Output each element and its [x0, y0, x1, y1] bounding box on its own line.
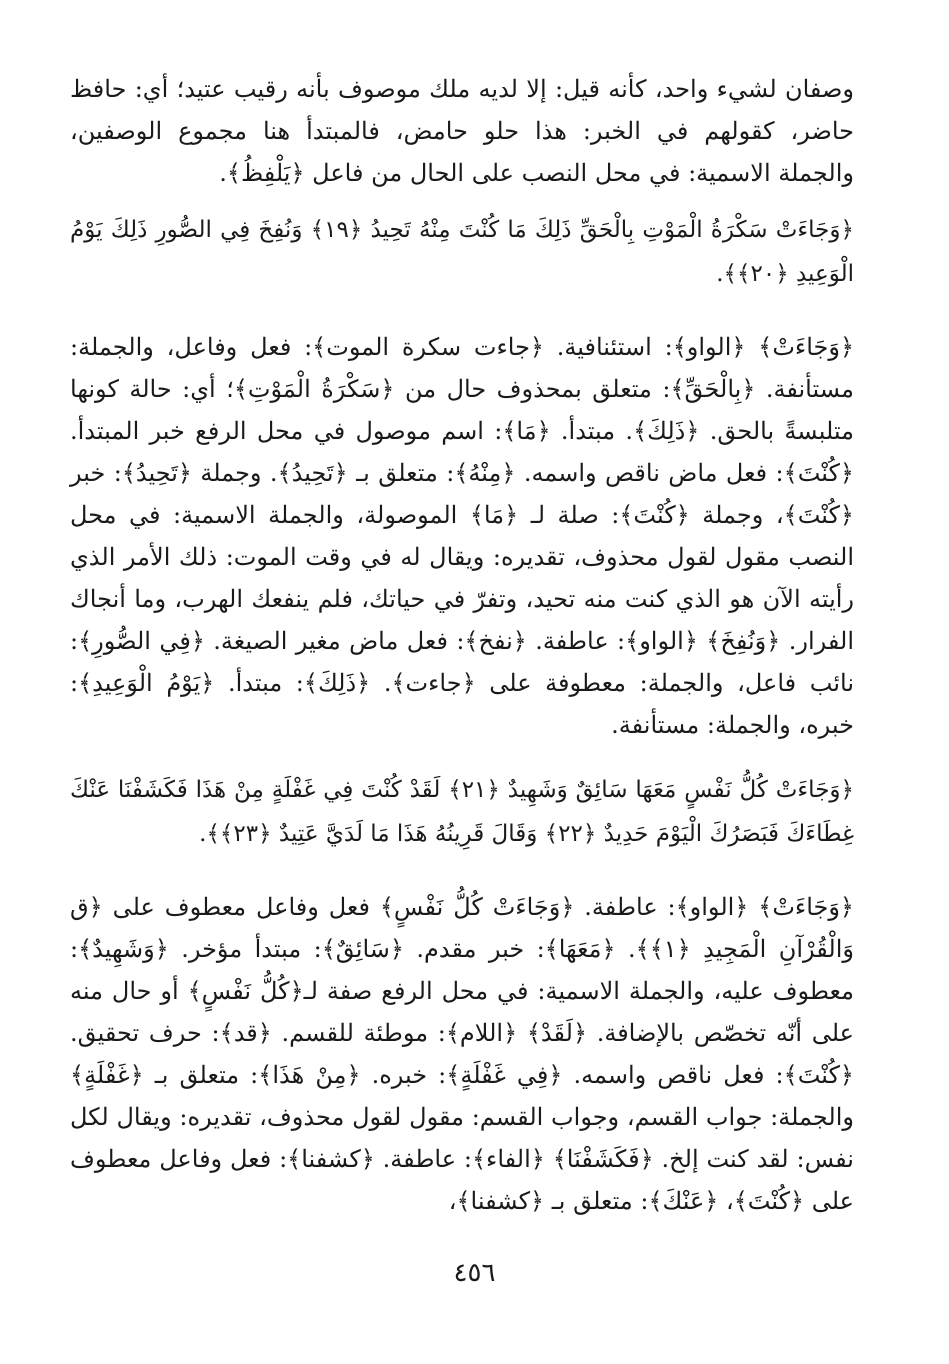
- page-number: ٤٥٦: [453, 1258, 496, 1288]
- page-body: [70, 68, 854, 1222]
- paragraph-grammar-analysis-2: ﴿وَجَاءَتْ﴾ ﴿الواو﴾: عاطفة. ﴿وَجَاءَتْ كُلُّ نَفْسٍ﴾ فعل وفاعل معطوف على ﴿ق وَالْقُرْآنِ الْمَجِيدِ ﴿١﴾﴾. ﴿مَعَهَا﴾: خبر مقدم. ﴿سَائِقٌ﴾: مبتدأ مؤخر. ﴿وَشَهِيدٌ﴾: معطوف عليه، والجملة الاسمية: في محل الرفع صفة لـ﴿كُلُّ نَفْسٍ﴾ أو حال منه على أنّه تخصّص بالإضافة. ﴿لَقَدْ﴾ ﴿اللام﴾: موطئة للقسم. ﴿قد﴾: حرف تحقيق. ﴿كُنْتَ﴾: فعل ناقص واسمه. ﴿فِي غَفْلَةٍ﴾: خبره. ﴿مِنْ هَذَا﴾: متعلق بـ ﴿غَفْلَةٍ﴾ والجملة: جواب القسم، وجواب القسم: مقول لقول محذوف، تقديره: ويقال لكل نفس: لقد كنت إلخ. ﴿فَكَشَفْنَا﴾ ﴿الفاء﴾: عاطفة. ﴿كشفنا﴾: فعل وفاعل معطوف على ﴿كُنْتَ﴾، ﴿عَنْكَ﴾: متعلق بـ ﴿كشفنا﴾،: [70, 893, 854, 1215]
- quran-verse-19-20: ﴿وَجَاءَتْ سَكْرَةُ الْمَوْتِ بِالْحَقِّ ذَلِكَ مَا كُنْتَ مِنْهُ تَحِيدُ ﴿١٩﴾ وَنُفِخَ فِي الصُّورِ ذَلِكَ يَوْمُ الْوَعِيدِ ﴿٢٠﴾﴾.: [70, 217, 854, 287]
- paragraph-grammar-analysis-1: ﴿وَجَاءَتْ﴾ ﴿الواو﴾: استئنافية. ﴿جاءت سكرة الموت﴾: فعل وفاعل، والجملة: مستأنفة. ﴿بِالْحَقِّ﴾: متعلق بمحذوف حال من ﴿سَكْرَةُ الْمَوْتِ﴾؛ أي: حالة كونها متلبسةً بالحق. ﴿ذَلِكَ﴾. مبتدأ. ﴿مَا﴾: اسم موصول في محل الرفع خبر المبتدأ. ﴿كُنْتَ﴾: فعل ماض ناقص واسمه. ﴿مِنْهُ﴾: متعلق بـ ﴿تَحِيدُ﴾. وجملة ﴿تَحِيدُ﴾: خبر ﴿كُنْتَ﴾، وجملة ﴿كُنْتَ﴾: صلة لـ ﴿مَا﴾ الموصولة، والجملة الاسمية: في محل النصب مقول لقول محذوف، تقديره: ويقال له في وقت الموت: ذلك الأمر الذي رأيته الآن هو الذي كنت منه تحيد، وتفرّ في حياتك، فلم ينفعك الهرب، وما أنجاك الفرار. ﴿وَنُفِخَ﴾ ﴿الواو﴾: عاطفة. ﴿نفخ﴾: فعل ماض مغير الصيغة. ﴿فِي الصُّورِ﴾: نائب فاعل، والجملة: معطوفة على ﴿جاءت﴾. ﴿ذَلِكَ﴾: مبتدأ. ﴿يَوْمُ الْوَعِيدِ﴾: خبره، والجملة: مستأنفة.: [70, 333, 855, 739]
- quran-verse-21-23: ﴿وَجَاءَتْ كُلُّ نَفْسٍ مَعَهَا سَائِقٌ وَشَهِيدٌ ﴿٢١﴾ لَقَدْ كُنْتَ فِي غَفْلَةٍ مِنْ هَذَا فَكَشَفْنَا عَنْكَ غِطَاءَكَ فَبَصَرُكَ الْيَوْمَ حَدِيدٌ ﴿٢٢﴾ وَقَالَ قَرِينُهُ هَذَا مَا لَدَيَّ عَتِيدٌ ﴿٢٣﴾﴾.: [70, 777, 854, 847]
- paragraph-commentary-1: وصفان لشيء واحد، كأنه قيل: إلا لديه ملك موصوف بأنه رقيب عتيد؛ أي: حافظ حاضر، كقولهم في الخبر: هذا حلو حامض، فالمبتدأ هنا مجموع الوصفين، والجملة الاسمية: في محل النصب على الحال من فاعل ﴿يَلْفِظُ﴾.: [70, 75, 854, 187]
